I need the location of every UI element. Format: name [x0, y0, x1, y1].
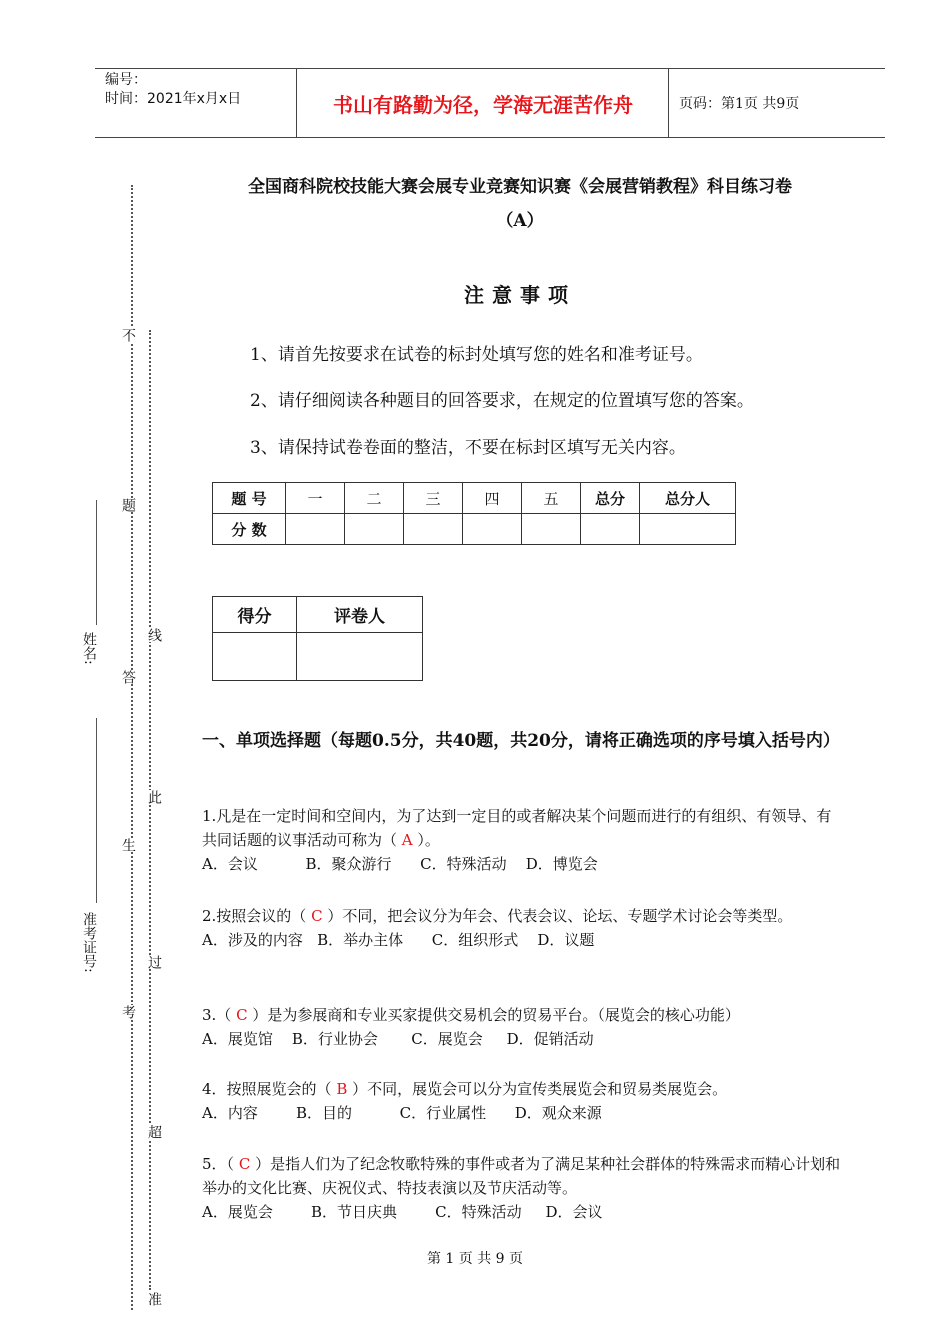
exam-title: 全国商科院校技能大赛会展专业竞赛知识赛《会展营销教程》科目练习卷	[248, 177, 792, 197]
score-cell[interactable]	[404, 514, 463, 545]
score-cell[interactable]	[286, 514, 345, 545]
grader-table	[212, 596, 423, 681]
notes-title: 注意事项	[464, 283, 576, 307]
score-header-cell: 二	[345, 483, 404, 514]
score-header-cell: 总分人	[640, 483, 736, 514]
exam-title-paper: （A）	[496, 211, 544, 231]
note-item: 1、请首先按要求在试卷的标封处填写您的姓名和准考证号。	[250, 345, 703, 365]
score-header-cell: 五	[522, 483, 581, 514]
note-item: 2、请仔细阅读各种题目的回答要求，在规定的位置填写您的答案。	[250, 391, 754, 411]
score-row-label: 分 数	[213, 514, 286, 545]
question-options: A．涉及的内容 B．举办主体 C．组织形式 D．议题	[202, 931, 595, 949]
seal-char: 答	[120, 670, 136, 684]
question-answer: A	[401, 831, 413, 849]
grader-name-label: 评卷人	[297, 597, 423, 633]
question-options: A．展览会 B．节日庆典 C．特殊活动 D．会议	[202, 1203, 603, 1221]
seal-char: 过	[146, 955, 162, 969]
question	[202, 1077, 842, 1125]
seal-char: 不	[120, 328, 136, 342]
question-answer: C	[311, 907, 323, 925]
name-label: 姓名:	[81, 632, 97, 665]
exam-number-label: 准考证号:	[81, 912, 97, 973]
grader-name-cell[interactable]	[297, 633, 423, 681]
seal-char: 此	[146, 790, 162, 804]
question-answer: B	[336, 1080, 348, 1098]
score-table	[212, 482, 736, 545]
name-fill-line	[96, 500, 97, 625]
page-header	[95, 68, 885, 138]
score-cell[interactable]	[463, 514, 522, 545]
seal-char: 线	[146, 628, 162, 642]
score-header-cell: 题 号	[213, 483, 286, 514]
seal-char: 生	[120, 838, 136, 852]
question	[202, 904, 842, 952]
binding-dotted-line	[131, 185, 135, 1310]
note-item: 3、请保持试卷卷面的整洁，不要在标封区填写无关内容。	[250, 438, 686, 458]
seal-char: 超	[146, 1125, 162, 1139]
score-cell[interactable]	[345, 514, 404, 545]
score-header-cell: 四	[463, 483, 522, 514]
score-header-cell: 总分	[581, 483, 640, 514]
binding-dotted-line	[149, 330, 153, 1290]
score-cell[interactable]	[640, 514, 736, 545]
header-motto: 书山有路勤为径，学海无涯苦作舟	[333, 93, 633, 117]
seal-char: 题	[120, 498, 136, 512]
header-meta	[105, 71, 241, 109]
page-footer: 第 1 页 共 9 页	[426, 1251, 524, 1267]
question	[202, 1003, 842, 1051]
seal-char: 考	[120, 1005, 136, 1019]
question-answer: C	[238, 1155, 251, 1173]
question-stem: 1.凡是在一定时间和空间内，为了达到一定目的或者解决某个问题而进行的有组织、有领导、有共同话题的议事活动可称为（ A ）。	[202, 807, 832, 849]
question-options: A．展览馆 B．行业协会 C．展览会 D．促销活动	[202, 1030, 594, 1048]
grader-score-cell[interactable]	[213, 633, 297, 681]
score-cell[interactable]	[522, 514, 581, 545]
question-answer: C	[236, 1006, 248, 1024]
question-options: A．内容 B．目的 C．行业属性 D．观众来源	[202, 1104, 602, 1122]
question	[202, 1152, 842, 1224]
question	[202, 804, 842, 876]
exam-number-fill-line	[96, 718, 97, 903]
header-page-info: 页码：第1页 共9页	[679, 96, 800, 112]
question-options: A．会议 B．聚众游行 C．特殊活动 D．博览会	[202, 855, 598, 873]
question-stem: 5．（ C ）是指人们为了纪念牧歌特殊的事件或者为了满足某种社会群体的特殊需求而精心计划和举办的文化比赛、庆祝仪式、特技表演以及节庆活动等。	[202, 1155, 841, 1197]
seal-char: 准	[146, 1292, 162, 1306]
section-title: 一、单项选择题（每题0.5分，共40题，共20分，请将正确选项的序号填入括号内）	[202, 731, 840, 751]
number-label: 编号：	[105, 72, 147, 88]
score-header-cell: 一	[286, 483, 345, 514]
question-stem: 2.按照会议的（ C ）不同，把会议分为年会、代表会议、论坛、专题学术讨论会等类型。	[202, 907, 793, 925]
time-label: 时间：2021年x月x日	[105, 91, 242, 107]
grader-score-label: 得分	[213, 597, 297, 633]
question-stem: 4．按照展览会的（ B ）不同，展览会可以分为宣传类展览会和贸易类展览会。	[202, 1080, 728, 1098]
score-header-cell: 三	[404, 483, 463, 514]
question-stem: 3.（ C ）是为参展商和专业买家提供交易机会的贸易平台。（展览会的核心功能）	[202, 1006, 740, 1024]
score-cell[interactable]	[581, 514, 640, 545]
